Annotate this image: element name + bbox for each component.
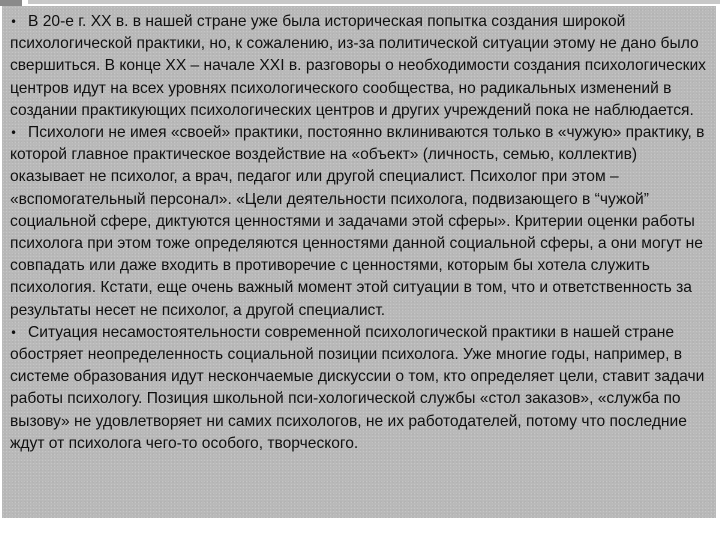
paragraph-3: [10, 322, 710, 455]
top-decoration-bar: [28, 0, 720, 4]
bullet-icon: •: [10, 126, 18, 141]
bullet-icon: •: [10, 15, 18, 29]
text-panel: [2, 6, 716, 518]
paragraph-1-text: В 20-е г. XX в. в нашей стране уже была историческая попытка создания широкой психологической практики, но, к сожалению, из-за политической ситуации этому не дано было свершиться. В конце XX – начале XXI в. разговоры о необходимости создания психологических центров идут на всех уровнях психологического сообщества, но радикальных изменений в создании практикующих психологических центров и других учреждений пока не наблюдается.: [10, 13, 706, 119]
bottom-margin: [2, 518, 716, 540]
paragraph-2: [10, 122, 710, 322]
paragraph-1: [10, 11, 710, 122]
bullet-icon: •: [10, 325, 18, 340]
paragraph-3-text: Ситуация несамостоятельности современной психологической практики в нашей стране обостряет неопределенность социальной позиции психолога. Уже многие годы, например, в системе образования идут нескончаемые дискуссии о том, кто определяет цели, ставит задачи работы психологу. Позиция школьной пси-хологической службы «стол заказов», «служба по вызову» не удовлетворяет ни самих психологов, не их работодателей, потому что последние ждут от психолога чего-то особого, творческого.: [10, 323, 705, 452]
paragraph-2-text: Психологи не имея «своей» практики, постоянно вклиниваются только в «чужую» практику, в которой главное практическое воздействие на «объект» (личность, семью, коллектив) оказывает не психолог, а врач, педагог или другой специалист. Психолог при этом – «вспомогательный персонал». «Цели деятельности психолога, подвизающего в “чужой” социальной сфере, диктуются ценностями и задачами этой сферы». Критерии оценки работы психолога при этом тоже определяются ценностями данной социальной сферы, а они могут не совпадать или даже входить в противоречие с ценностями, которым бы хотела служить психология. Кстати, еще очень важный момент этой ситуации в том, что и ответственность за результаты несет не психолог, а другой специалист.: [10, 124, 705, 319]
